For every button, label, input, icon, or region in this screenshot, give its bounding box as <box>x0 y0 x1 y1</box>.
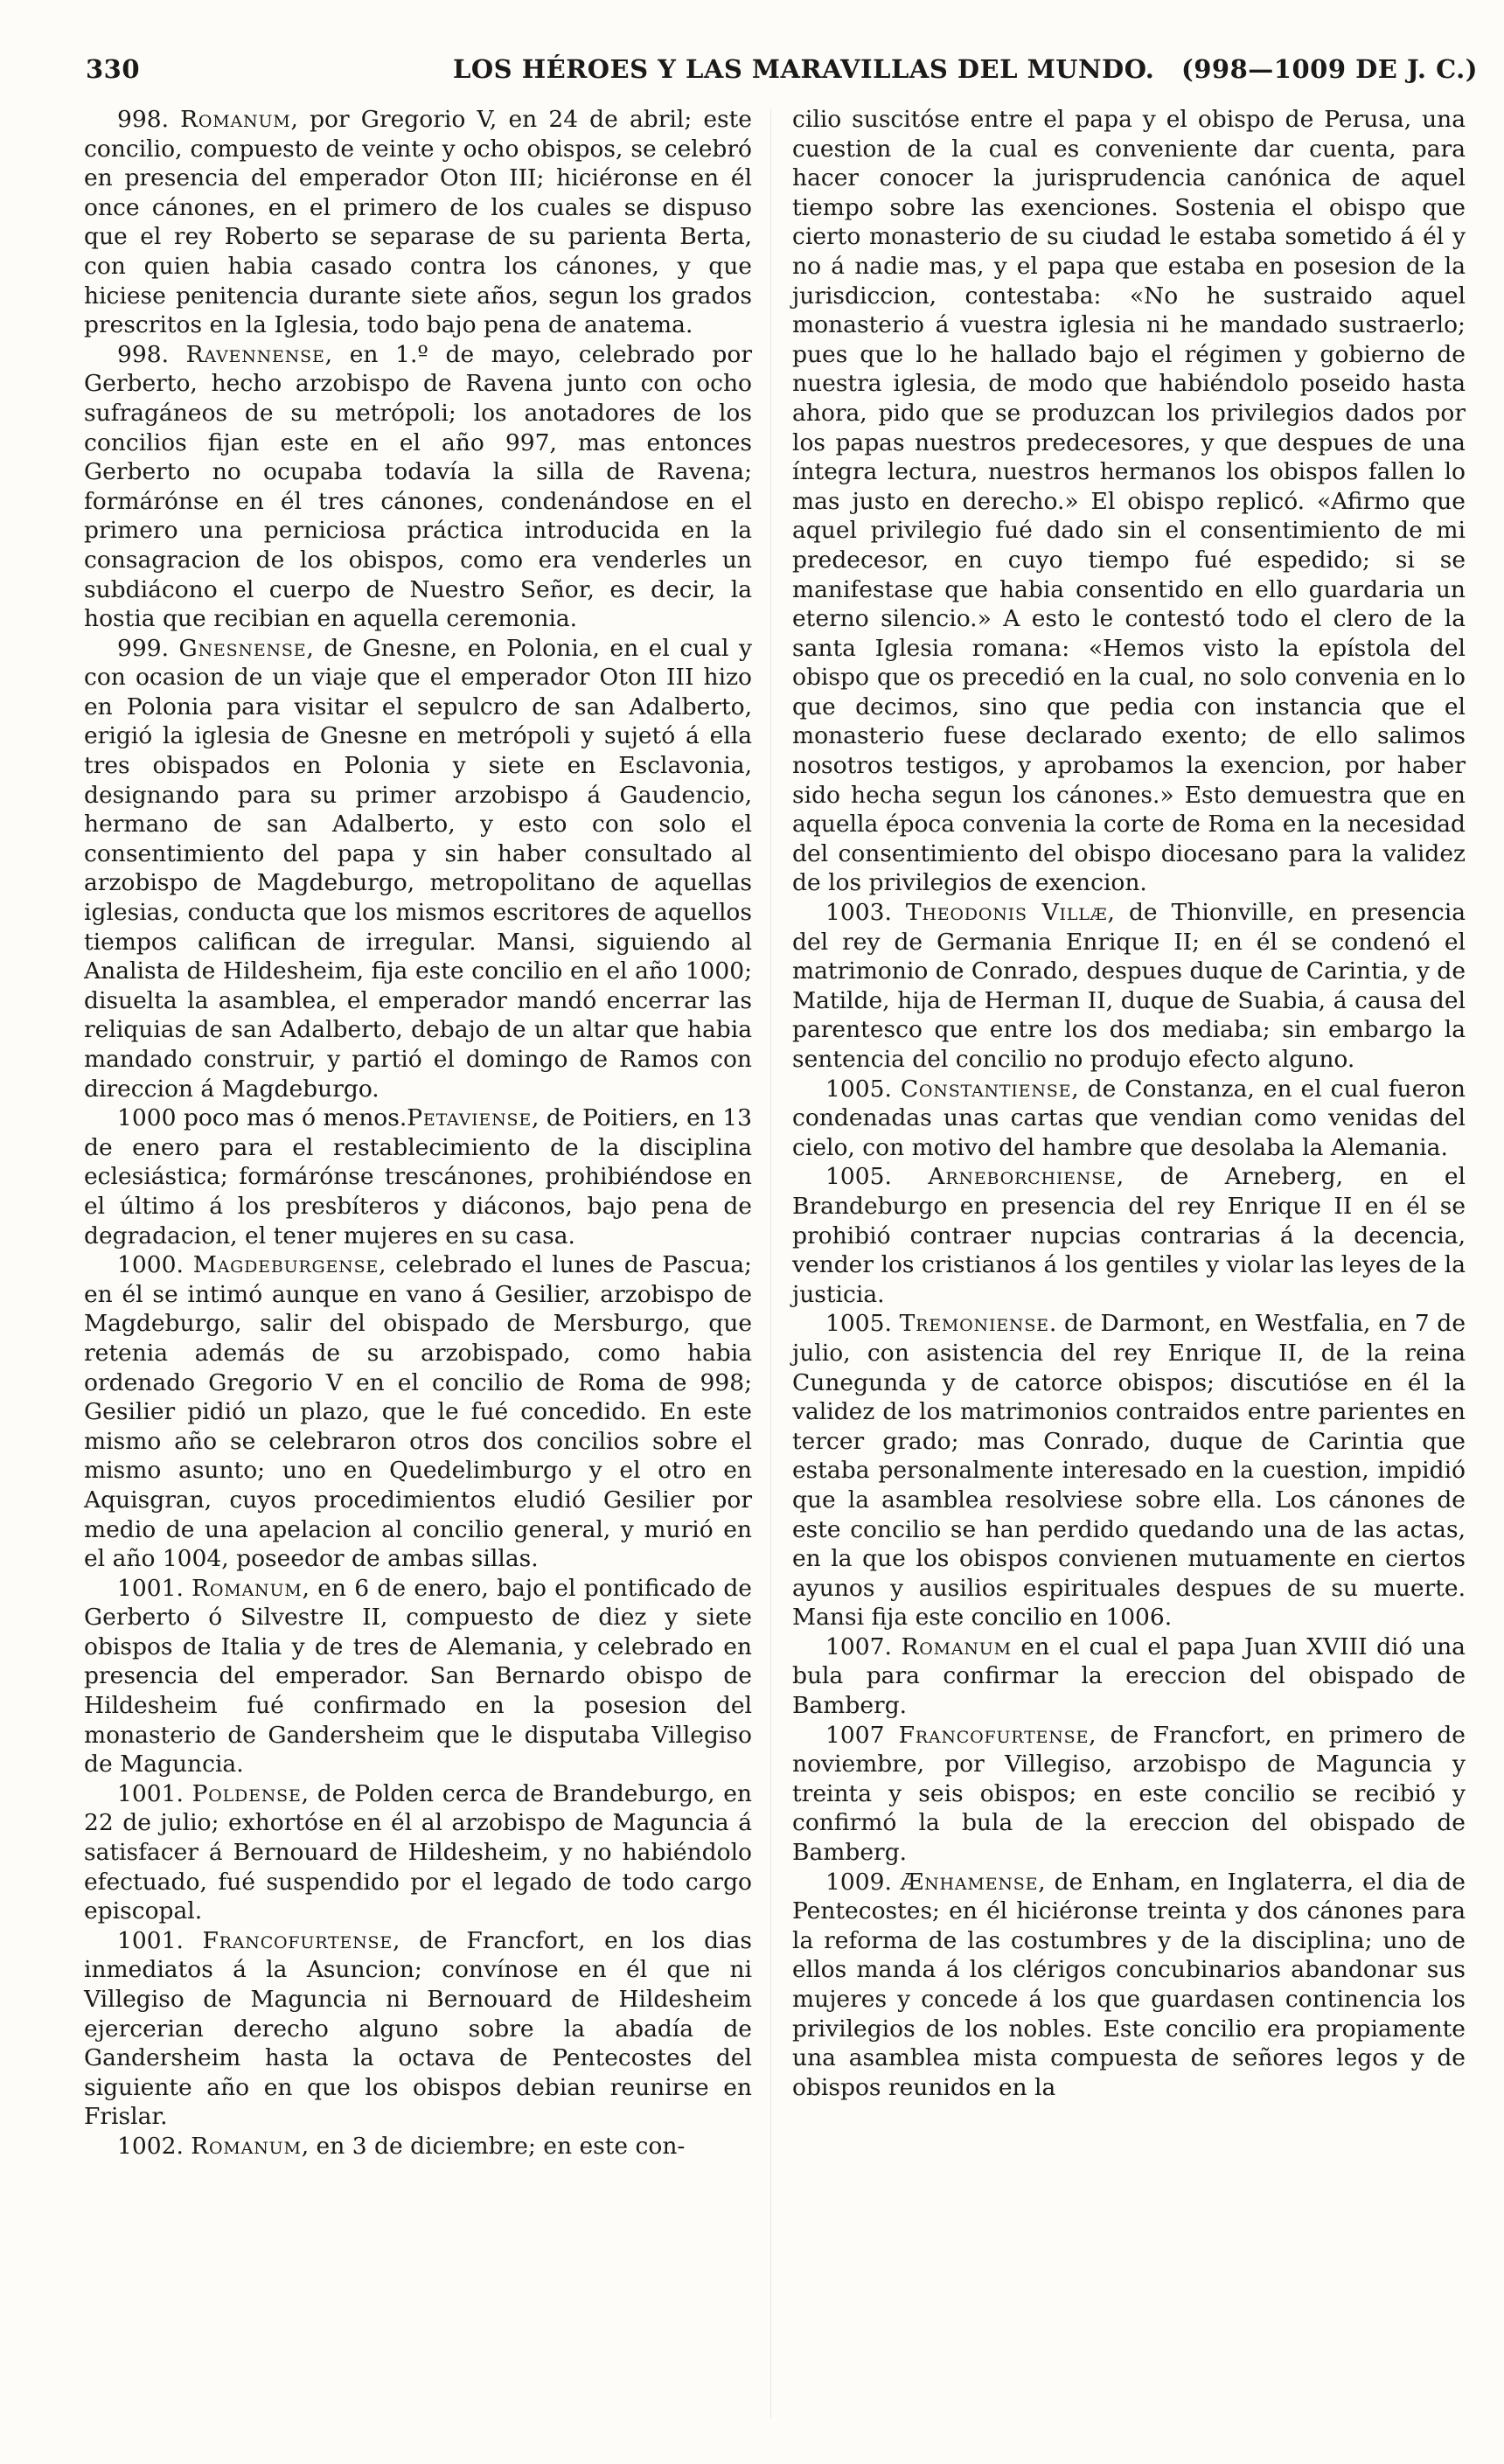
council-name: Francofurtense <box>202 1926 393 1954</box>
council-entry <box>84 1574 752 1779</box>
entry-text: , en 6 de enero, bajo el pontificado de Gerberto ó Silvestre II, compuesto de diez y siete obispos de Italia y de tres de Alemania, y celebrado en presencia del emperador. San Bernardo obispo de Hildesheim fué confirmado en la posesion del monasterio de Gandersheim que le disputaba Villegiso de Maguncia. <box>84 1574 752 1778</box>
entry-text: , en 1.º de mayo, celebrado por Gerberto, hecho arzobispo de Ravena junto con ocho sufragáneos de su metrópoli; los anotadores de los concilios fijan este en el año 997, mas entonces Gerberto no ocupaba todavía la silla de Ravena; formárónse en él tres cánones, condenándose en el primero una perniciosa práctica introducida en la consagracion de los obispos, como era venderles un subdiácono el cuerpo de Nuestro Señor, es decir, la hostia que recibian en aquella ceremonia. <box>84 340 753 633</box>
entry-year: 1009. <box>825 1868 901 1896</box>
entry-year: 1000. <box>117 1251 193 1279</box>
entry-text: en el cual el papa Juan XVIII dió una bula para confirmar la ereccion del obispado de Bamberg. <box>792 1632 1466 1720</box>
page-number: 330 <box>86 54 141 84</box>
entry-year: 1007. <box>825 1632 902 1660</box>
council-entry <box>84 634 752 1104</box>
entry-text: , de Polden cerca de Brandeburgo, en 22 de julio; exhortóse en él al arzobispo de Maguncia á satisfacer á Bernouard de Hildesheim, y no habiéndolo efectuado, fué suspendido por el legado de todo cargo episcopal. <box>84 1779 752 1925</box>
council-entry <box>792 1075 1466 1163</box>
council-name: Gnesnense <box>178 634 307 662</box>
council-name: Romanum <box>901 1632 1012 1660</box>
entry-text: , celebrado el lunes de Pascua; en él se intimó aunque en vano á Gesilier, arzobispo de Magdeburgo, salir del obispado de Mersburgo, que retenia además de su arzobispado, como habia ordenado Gregorio V en el concilio de Roma de 998; Gesilier pidió un plazo, que le fué concedido. En este mismo año se celebraron otros dos concilios sobre el mismo asunto; uno en Quedelimburgo y el otro en Aquisgran, cuyos procedimientos eludió Gesilier por medio de una apelacion al concilio general, y murió en el año 1004, poseedor de ambas sillas. <box>84 1251 752 1573</box>
council-name: Tremoniense <box>899 1310 1049 1338</box>
entry-text: , por Gregorio V, en 24 de abril; este concilio, compuesto de veinte y ocho obispos, se celebró en presencia del emperador Oton III; hiciéronse en él once cánones, en el primero de los cuales se dispuso que el rey Roberto se separase de su parienta Berta, con quien habia casado contra los cánones, y que hiciese penitencia durante siete años, segun los grados prescritos en la Iglesia, todo bajo pena de anatema. <box>84 106 752 339</box>
council-name: Arneborchiense <box>928 1163 1117 1191</box>
council-entry <box>792 1309 1466 1632</box>
entry-text: , de Francfort, en los dias inmediatos á la Asuncion; convínose en él que ni Villegiso de Maguncia ni Bernouard de Hildesheim ejercerian derecho alguno sobre la abadía de Gandersheim hasta la octava de Pentecostes del siguiente año en que los obispos debian reunirse en Frislar. <box>84 1926 752 2131</box>
running-header <box>86 54 1478 98</box>
column-divider <box>770 109 771 2418</box>
entry-text: , en 3 de diciembre; en este con- <box>301 2132 686 2160</box>
entry-year: 998. <box>117 340 186 368</box>
entry-text: , de Gnesne, en Polonia, en el cual y con ocasion de un viaje que el emperador Oton III hizo en Polonia para visitar el sepulcro de san Adalberto, erigió la iglesia de Gnesne en metrópoli y sujetó á ella tres obispados en Polonia y siete en Esclavonia, designando para su primer arzobispo á Gaudencio, hermano de san Adalberto, y esto con solo el consentimiento del papa y sin haber consultado al arzobispo de Magdeburgo, metropolitano de aquellas iglesias, conducta que los mismos escritores de aquellos tiempos califican de irregular. Mansi, siguiendo al Analista de Hildesheim, fija este concilio en el año 1000; disuelta la asamblea, el emperador mandó encerrar las reliquias de san Adalberto, debajo de un altar que habia mandado construir, y partió el domingo de Ramos con direccion á Magdeburgo. <box>84 634 752 1103</box>
entry-year: 1005. <box>825 1075 901 1103</box>
council-name: Constantiense <box>900 1075 1072 1103</box>
council-name: Romanum <box>191 1574 303 1602</box>
council-entry <box>84 1779 752 1926</box>
council-entry <box>84 340 752 634</box>
council-name: Francofurtense <box>898 1721 1090 1749</box>
entry-year: 1000 <box>117 1104 184 1132</box>
council-name: Ravennense <box>185 340 325 368</box>
council-name: Ænhamense <box>900 1868 1039 1896</box>
right-column <box>792 105 1466 2102</box>
council-name: Poldense <box>191 1779 302 1807</box>
council-name: Romanum <box>180 106 291 133</box>
entry-text: cilio suscitóse entre el papa y el obispo de Perusa, una cuestion de la cual es conveniente dar cuenta, para hacer conocer la jurisprudencia canónica de aquel tiempo sobre las exenciones. Sostenia el obispo que cierto monasterio de su ciudad le estaba sometido á él y no á nadie mas, y el papa que estaba en posesion de la jurisdiccion, contestaba: «No he sustraido aquel monasterio á vuestra iglesia ni he mandado sustraerlo; pues que lo he hallado bajo el régimen y gobierno de nuestra iglesia, de modo que habiéndolo poseido hasta ahora, pido que se produzcan los privilegios dados por los papas nuestros predecesores, y que despues de una íntegra lectura, nuestros hermanos los obispos fallen lo mas justo en derecho.» El obispo replicó. «Afirmo que aquel privilegio fué dado sin el consentimiento de mi predecesor, en cuyo tiempo fué espedido; si se manifestase que habia consentido en ello guardaria un eterno silencio.» A esto le contestó todo el clero de la santa Iglesia romana: «Hemos visto la epístola del obispo que os precedió en la cual, no solo convenia en lo que decimos, sino que pedia con instancia que el monasterio fuese declarado exento; de ello salimos nosotros testigos, y aprobamos la exencion, por haber sido hecha segun los cánones.» Esto demuestra que en aquella época convenia la corte de Roma en la necesidad del consentimiento del obispo diocesano para la validez de los privilegios de exencion. <box>792 106 1466 897</box>
council-entry <box>792 1868 1466 2103</box>
council-entry <box>84 1250 752 1574</box>
council-entry <box>792 1721 1466 1868</box>
entry-year: 1001. <box>117 1779 192 1807</box>
entry-text: , de Francfort, en primero de noviembre, por Villegiso, arzobispo de Maguncia y treinta y seis obispos; en este concilio se recibió y confirmó la bula de la ereccion del obispado de Bamberg. <box>792 1721 1466 1867</box>
left-column <box>84 105 752 2161</box>
entry-text: , de Enham, en Inglaterra, el dia de Pentecostes; en él hiciéronse treinta y dos cánones para la reforma de las costumbres y de la disciplina; uno de ellos manda á los clérigos concubinarios abandonar sus mujeres y concede á los que guardasen continencia los privilegios de los nobles. Este concilio era propiamente una asamblea mista compuesta de señores legos y de obispos reunidos en la <box>792 1868 1466 2101</box>
entry-text: , de Poitiers, en 13 de enero para el restablecimiento de la disciplina eclesiástica; formárónse trescánones, prohibiéndose en el último á los presbíteros y diáconos, bajo pena de degradacion, el tener mujeres en su casa. <box>84 1104 752 1249</box>
council-name: Petaviense <box>407 1104 532 1132</box>
entry-text: , de Arneberg, en el Brandeburgo en presencia del rey Enrique II en él se prohibió contraer nupcias contrarias á la decencia, vender los cristianos á los gentiles y violar las leyes de la justicia. <box>792 1163 1466 1308</box>
date-range: (998—1009 DE J. C.) <box>1181 54 1478 84</box>
council-name: Romanum <box>191 2132 302 2160</box>
council-entry <box>84 1926 752 2132</box>
entry-year: 1003. <box>825 899 906 927</box>
entry-year: 1005. <box>825 1163 929 1191</box>
entry-year: 1005. <box>825 1310 900 1338</box>
council-name: Theodonis Villæ <box>905 899 1108 927</box>
entry-text: , de Constanza, en el cual fueron condenadas unas cartas que vendian como venidas del cielo, con motivo del hambre que desolaba la Alemania. <box>792 1075 1466 1161</box>
entry-year: 1001. <box>117 1574 192 1602</box>
entry-year: 1001. <box>117 1926 203 1954</box>
entry-year: 998. <box>117 106 181 133</box>
entry-prefix: poco mas ó menos. <box>183 1104 407 1132</box>
entry-year: 1007 <box>825 1721 899 1749</box>
council-entry <box>84 2132 752 2161</box>
book-title: LOS HÉROES Y LAS MARAVILLAS DEL MUNDO. <box>453 54 1155 84</box>
council-entry <box>792 1632 1466 1721</box>
council-entry <box>792 105 1466 898</box>
council-entry <box>84 105 752 340</box>
entry-year: 1002. <box>117 2132 191 2160</box>
council-entry <box>84 1103 752 1250</box>
entry-text: , de Thionville, en presencia del rey de Germania Enrique II; en él se condenó el matrimonio de Conrado, despues duque de Carintia, y de Matilde, hija de Herman II, duque de Suabia, á causa del parentesco que entre los dos mediaba; sin embargo la sentencia del concilio no produjo efecto alguno. <box>792 899 1466 1073</box>
council-entry <box>792 898 1466 1075</box>
entry-text: . de Darmont, en Westfalia, en 7 de julio, con asistencia del rey Enrique II, de la reina Cunegunda y de catorce obispos; discutióse en él la validez de los matrimonios contraidos entre parientes en tercer grado; mas Conrado, duque de Carintia que estaba personalmente interesado en la cuestion, impidió que la asamblea resolviese sobre ella. Los cánones de este concilio se han perdido quedando una de las actas, en la que los obispos convienen mutuamente en ciertos ayunos y ausilios espirituales despues de su muerte. Mansi fija este concilio en 1006. <box>792 1310 1466 1632</box>
council-entry <box>792 1162 1466 1309</box>
council-name: Magdeburgense <box>192 1251 379 1279</box>
entry-year: 999. <box>117 634 179 662</box>
